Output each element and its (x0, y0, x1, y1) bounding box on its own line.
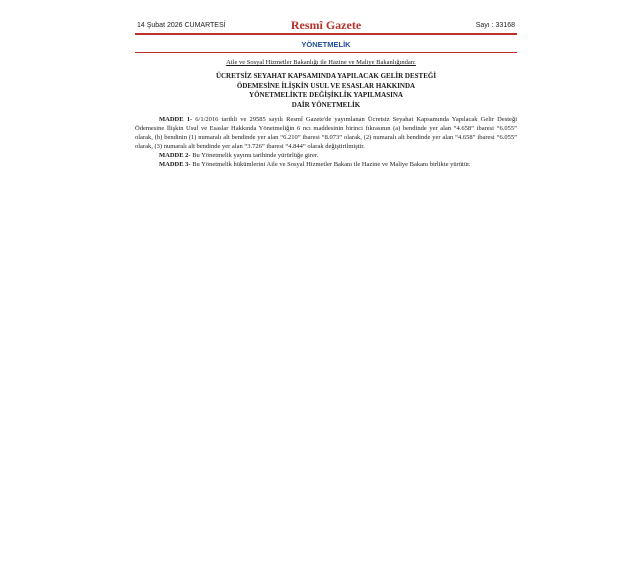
regulation-title-line: YÖNETMELİKTE DEĞİŞİKLİK YAPILMASINA (249, 91, 403, 99)
article-label: MADDE 3- (159, 161, 191, 168)
regulation-title (135, 72, 517, 110)
article-3 (135, 160, 517, 169)
regulation-title-line: ÖDEMESİNE İLİŞKİN USUL VE ESASLAR HAKKINDA (236, 81, 416, 90)
section-heading: YÖNETMELİK (301, 40, 351, 49)
regulation-title-line: DAİR YÖNETMELİK (291, 100, 361, 109)
article-label: MADDE 1- (159, 116, 193, 123)
article-text: 6/1/2016 tarihli ve 29585 sayılı Resmî Gazete'de yayımlanan Ücretsiz Seyahat Kapsamında Yapılacak Gelir Desteği Ödemesine İlişkin Usul ve Esaslar Hakkında Yönetmeliğin 6 ncı maddesinin birinci fıkrasının (a) bendinde yer alan “4.658” ibaresi “6.055” olarak, (b) bendinin (1) numaralı alt bendinde yer alan “6.210” ibaresi “8.073” olarak, (2) numaralı alt bendinde yer alan “4.658” ibaresi “6.055” olarak, (3) numaralı alt bendinde yer alan “3.726” ibaresi “4.844” olarak değiştirilmiştir. (135, 116, 518, 150)
section-divider (135, 52, 517, 53)
publication-title: Resmî Gazete (290, 18, 362, 32)
issue-number: Sayı : 33168 (475, 22, 515, 29)
article-2 (135, 151, 517, 160)
article-label: MADDE 2- (159, 152, 191, 159)
issuing-ministry: Aile ve Sosyal Hizmetler Bakanlığı ile Hazine ve Maliye Bakanlığından: (226, 59, 416, 66)
regulation-title-line: ÜCRETSİZ SEYAHAT KAPSAMINDA YAPILACAK GELİR DESTEĞİ (215, 72, 437, 80)
article-text: Bu Yönetmelik yayımı tarihinde yürürlüğe girer. (192, 152, 319, 159)
article-text: Bu Yönetmelik hükümlerini Aile ve Sosyal Hizmetler Bakanı ile Hazine ve Maliye Bakanı birlikte yürütür. (192, 161, 471, 168)
gazette-header (135, 18, 517, 35)
regulation-body (135, 115, 517, 169)
article-1 (135, 115, 517, 151)
issue-date: 14 Şubat 2026 CUMARTESİ (137, 22, 226, 29)
gazette-page (135, 18, 517, 169)
